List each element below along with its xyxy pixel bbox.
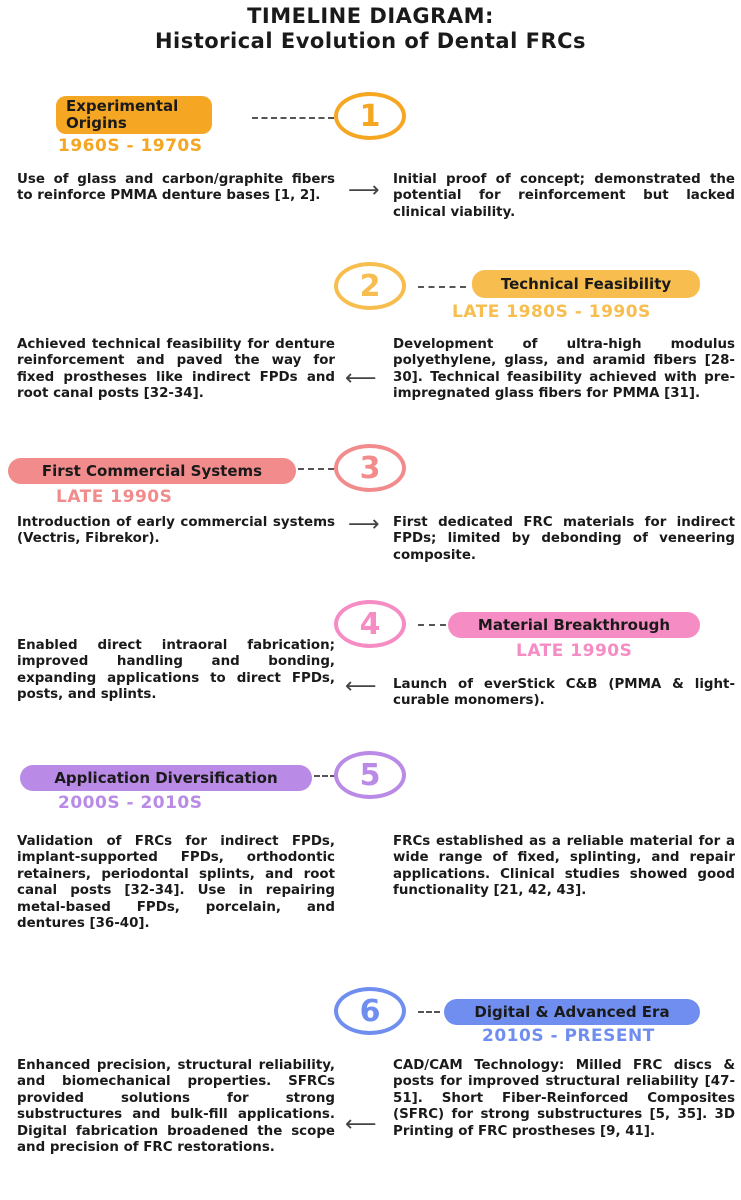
stage-1-marker <box>334 92 406 140</box>
stage-2-label-text: Technical Feasibility <box>500 275 672 293</box>
stage-2-label <box>472 270 700 298</box>
stage-6-left-arrow: ⟵ <box>345 1112 377 1137</box>
stage-3-connector <box>298 468 334 470</box>
stage-4-label-text: Material Breakthrough <box>477 616 671 634</box>
diagram-title <box>0 4 741 54</box>
stage-6-marker <box>334 987 406 1035</box>
stage-2-left-arrow: ⟵ <box>345 366 377 391</box>
stage-3-number: 3 <box>359 450 381 486</box>
stage-3-right-arrow: ⟶ <box>348 512 380 537</box>
stage-2-period: LATE 1980S - 1990S <box>452 302 651 322</box>
stage-1-label-text: Experimental Origins <box>66 97 179 132</box>
stage-1-period: 1960S - 1970S <box>58 136 203 156</box>
stage-6-left-text: Enhanced precision, structural reliability, and biomechanical properties. SFRCs provided solutions for strong substructures and bulk-fill applications. Digital fabrication broadened the scope and precision of FRC restorations. <box>17 1058 335 1156</box>
stage-6-period: 2010S - PRESENT <box>482 1026 655 1046</box>
stage-6-connector <box>418 1011 440 1013</box>
stage-3-label-text: First Commercial Systems <box>41 462 263 480</box>
stage-1-right-text: Initial proof of concept; demonstrated the potential for reinforcement but lacked clinical viability. <box>393 172 735 220</box>
stage-2-right-text: Development of ultra-high modulus polyethylene, glass, and aramid fibers [28-30]. Technical feasibility achieved with pre-impregnated glass fibers for PMMA [31]. <box>393 337 735 402</box>
stage-3-left-text: Introduction of early commercial systems (Vectris, Fibrekor). <box>17 515 335 547</box>
stage-5-marker <box>334 751 406 799</box>
stage-4-number: 4 <box>359 606 381 642</box>
stage-6-label <box>444 999 700 1025</box>
stage-4-connector <box>418 624 446 626</box>
title-line-2: Historical Evolution of Dental FRCs <box>154 29 587 53</box>
stage-5-label-text: Application Diversification <box>54 769 278 787</box>
stage-5-connector <box>314 775 336 777</box>
stage-1-right-arrow: ⟶ <box>348 178 380 203</box>
stage-2-marker <box>334 262 406 310</box>
stage-6-label-text: Digital & Advanced Era <box>474 1003 670 1021</box>
stage-4-label <box>448 612 700 638</box>
stage-4-left-arrow: ⟵ <box>345 674 377 699</box>
stage-1-label <box>56 96 212 134</box>
stage-5-period: 2000S - 2010S <box>58 793 203 813</box>
stage-4-right-text: Launch of everStick C&B (PMMA & light-curable monomers). <box>393 677 735 709</box>
stage-3-marker <box>334 444 406 492</box>
stage-1-left-text: Use of glass and carbon/graphite fibers to reinforce PMMA denture bases [1, 2]. <box>17 172 335 204</box>
stage-5-label <box>20 765 312 791</box>
stage-6-number: 6 <box>359 993 381 1029</box>
stage-3-label <box>8 458 296 484</box>
stage-2-number: 2 <box>359 268 381 304</box>
stage-6-right-text: CAD/CAM Technology: Milled FRC discs & posts for improved structural reliability [47-51]. Short Fiber-Reinforced Composites (SFRC) for strong substructures [5, 35]. 3D Printing of FRC prostheses [9, 41]. <box>393 1058 735 1139</box>
stage-3-right-text: First dedicated FRC materials for indirect FPDs; limited by debonding of veneering composite. <box>393 515 735 563</box>
stage-4-left-text: Enabled direct intraoral fabrication; improved handling and bonding, expanding applications to direct FPDs, posts, and splints. <box>17 638 335 703</box>
stage-2-connector <box>418 286 466 288</box>
stage-3-period: LATE 1990S <box>56 487 173 507</box>
stage-4-marker <box>334 600 406 648</box>
stage-2-left-text: Achieved technical feasibility for denture reinforcement and paved the way for fixed prostheses like indirect FPDs and root canal posts [32-34]. <box>17 337 335 402</box>
stage-1-number: 1 <box>359 98 381 134</box>
stage-1-connector <box>252 117 334 119</box>
stage-5-number: 5 <box>359 757 381 793</box>
stage-4-period: LATE 1990S <box>516 641 633 661</box>
stage-5-right-text: FRCs established as a reliable material for a wide range of fixed, splinting, and repair applications. Clinical studies showed good functionality [21, 42, 43]. <box>393 834 735 899</box>
title-line-1: TIMELINE DIAGRAM: <box>247 4 494 28</box>
stage-5-left-text: Validation of FRCs for indirect FPDs, implant-supported FPDs, orthodontic retainers, periodontal splints, and root canal posts [32-34]. Use in repairing metal-based FPDs, porcelain, and dentures [36-40]. <box>17 834 335 932</box>
